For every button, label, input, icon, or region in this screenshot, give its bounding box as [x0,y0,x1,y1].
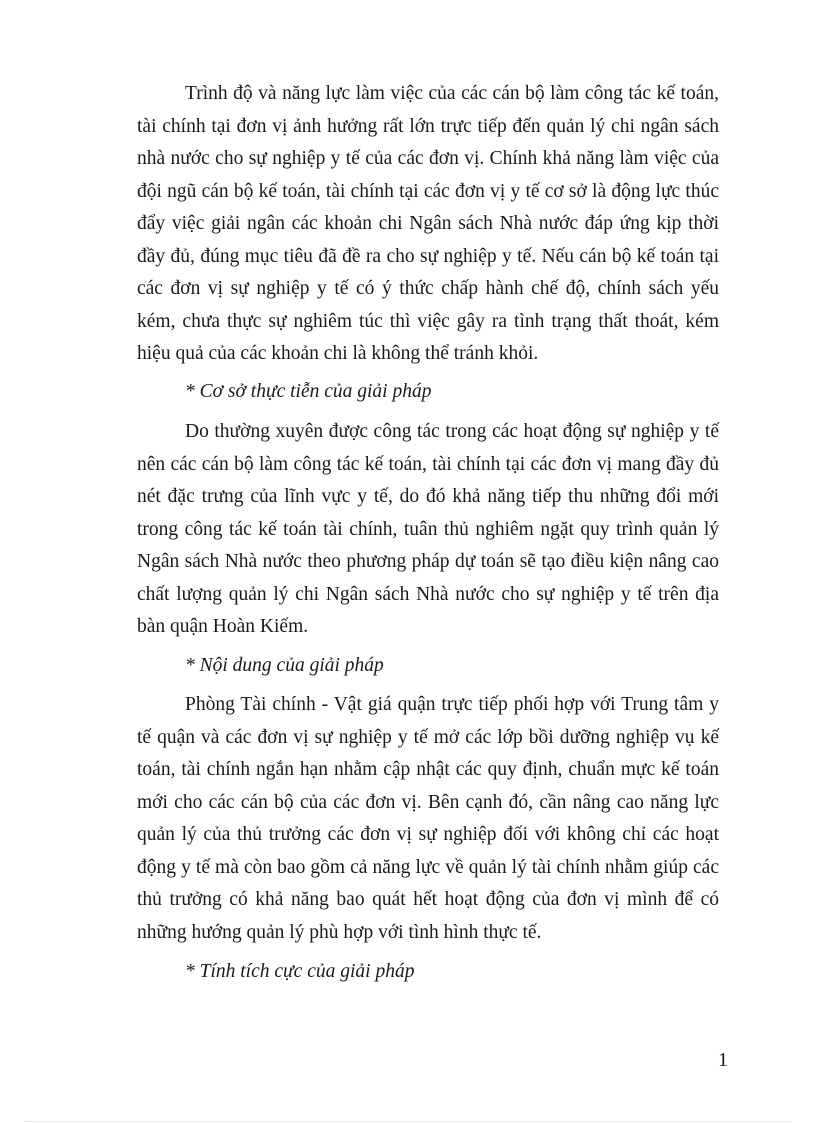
body-paragraph: Phòng Tài chính - Vật giá quận trực tiếp phối hợp với Trung tâm y tế quận và các đơn vị sự nghiệp y tế mở các lớp bồi dưỡng nghiệp vụ kế toán, tài chính ngắn hạn nhằm cập nhật các quy định, chuẩn mực kế toán mới cho các cán bộ của các đơn vị. Bên cạnh đó, cần nâng cao năng lực quản lý của thủ trưởng các đơn vị sự nghiệp đối với không chỉ các hoạt động y tế mà còn bao gồm cả năng lực về quản lý tài chính nhằm giúp các thủ trưởng có khả năng bao quát hết hoạt động của đơn vị mình để có những hướng quản lý phù hợp với tình hình thực tế. [137,694,719,943]
section-subheading: * Cơ sở thực tiễn của giải pháp [185,381,432,402]
section-subheading: * Nội dung của giải pháp [185,655,384,676]
page-bottom-divider [24,1121,792,1122]
body-paragraph: Trình độ và năng lực làm việc của các cán bộ làm công tác kế toán, tài chính tại đơn vị ảnh hưởng rất lớn trực tiếp đến quản lý chi ngân sách nhà nước cho sự nghiệp y tế của các đơn vị. Chính khả năng làm việc của đội ngũ cán bộ kế toán, tài chính tại các đơn vị y tế cơ sở là động lực thúc đẩy việc giải ngân các khoản chi Ngân sách Nhà nước đáp ứng kịp thời đầy đủ, đúng mục tiêu đã đề ra cho sự nghiệp y tế. Nếu cán bộ kế toán tại các đơn vị sự nghiệp y tế có ý thức chấp hành chế độ, chính sách yếu kém, chưa thực sự nghiêm túc thì việc gây ra tình trạng thất thoát, kém hiệu quả của các khoản chi là không thể tránh khỏi. [137,83,719,364]
page-number: 1 [718,1049,728,1071]
section-subheading: * Tính tích cực của giải pháp [185,961,415,982]
body-paragraph: Do thường xuyên được công tác trong các hoạt động sự nghiệp y tế nên các cán bộ làm công tác kế toán, tài chính tại các đơn vị mang đầy đủ nét đặc trưng của lĩnh vực y tế, do đó khả năng tiếp thu những đổi mới trong công tác kế toán tài chính, tuân thủ nghiêm ngặt quy trình quản lý Ngân sách Nhà nước theo phương pháp dự toán sẽ tạo điều kiện nâng cao chất lượng quản lý chi Ngân sách Nhà nước cho sự nghiệp y tế trên địa bàn quận Hoàn Kiếm. [137,421,719,637]
